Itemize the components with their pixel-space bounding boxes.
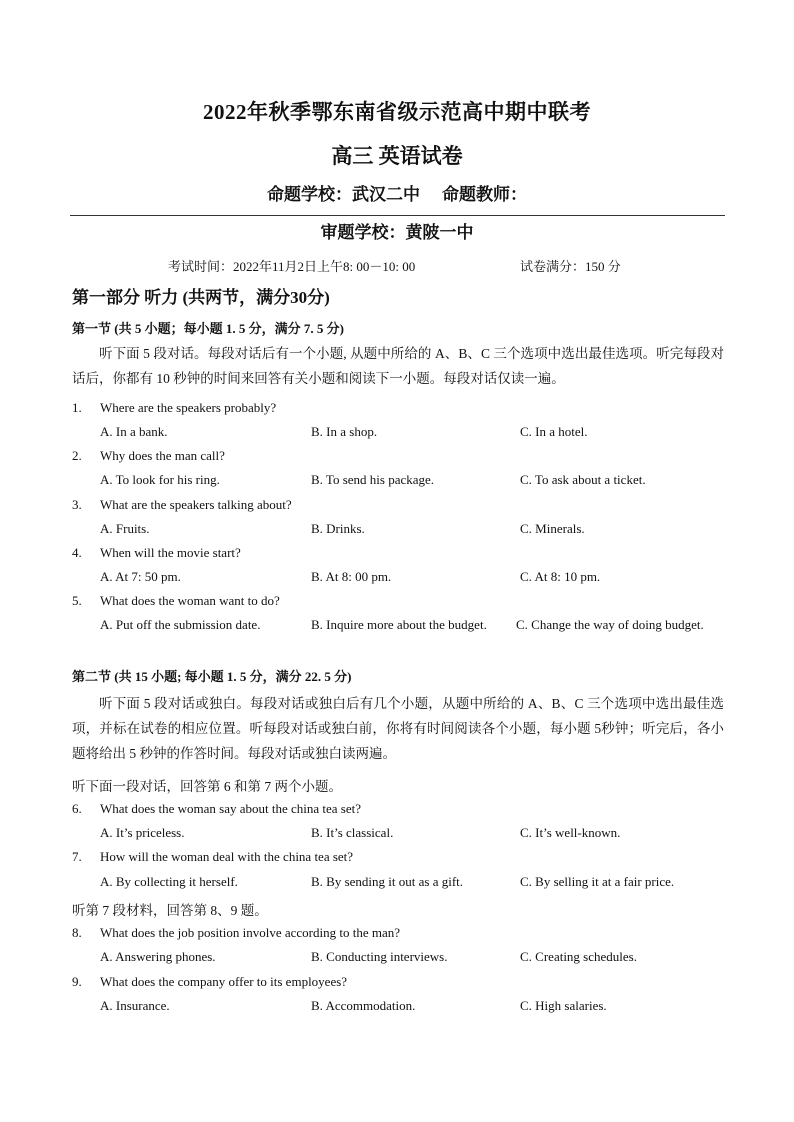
option-b: B. To send his package. — [311, 472, 435, 487]
option-c: C. By selling it at a fair price. — [520, 874, 675, 889]
option-c: C. Minerals. — [520, 521, 585, 536]
option-a: A. To look for his ring. — [100, 472, 220, 487]
exam-time: 考试时间：2022年11月2日上午8: 00－10: 00 — [168, 259, 416, 274]
question-number: 5. — [72, 593, 82, 608]
question-number: 6. — [72, 801, 82, 816]
option-b: B. By sending it out as a gift. — [311, 874, 464, 889]
question-number: 1. — [72, 400, 82, 415]
section1-instructions: 听下面 5 段对话。每段对话后有一个小题, 从题中所给的 A、B、C 三个选项中选出最佳选项。听完每段对话后，你都有 10 秒钟的时间来回答有关小题和阅读下一小题。每段对话仅读一遍。 — [72, 346, 724, 386]
question-stem: What does the woman say about the china tea set? — [100, 801, 361, 816]
header-divider — [70, 215, 725, 216]
question-number: 2. — [72, 448, 82, 463]
question-stem: What does the job position involve according to the man? — [100, 925, 401, 940]
option-a: A. Answering phones. — [100, 949, 216, 964]
option-b: B. Conducting interviews. — [311, 949, 448, 964]
option-c: C. Creating schedules. — [520, 949, 637, 964]
question-stem: Why does the man call? — [100, 448, 225, 463]
option-a: A. It’s priceless. — [100, 825, 185, 840]
option-b: B. Drinks. — [311, 521, 365, 536]
exam-title: 2022年秋季鄂东南省级示范高中期中联考 — [203, 100, 591, 124]
option-b: B. Inquire more about the budget. — [311, 617, 487, 632]
option-a: A. Insurance. — [100, 998, 170, 1013]
section1-title: 第一节 (共 5 小题；每小题 1. 5 分，满分 7. 5 分) — [72, 321, 344, 336]
section2-title: 第二节 (共 15 小题; 每小题 1. 5 分，满分 22. 5 分) — [72, 669, 352, 684]
option-a: A. By collecting it herself. — [100, 874, 238, 889]
question-stem: Where are the speakers probably? — [100, 400, 277, 415]
question-number: 7. — [72, 849, 82, 864]
question-number: 8. — [72, 925, 82, 940]
section2-instructions: 听下面 5 段对话或独白。每段对话或独白后有几个小题，从题中所给的 A、B、C 三个选项中选出最佳选项，并标在试卷的相应位置。听每段对话或独白前，你将有时间阅读各个小题，每小题 5秒钟；听完后，各小题将给出 5 秒钟的作答时间。每段对话或独白读两遍。 — [72, 696, 724, 761]
option-c: C. Change the way of doing budget. — [516, 617, 704, 632]
question-stem: When will the movie start? — [100, 545, 241, 560]
option-a: A. At 7: 50 pm. — [100, 569, 181, 584]
option-c: C. It’s well-known. — [520, 825, 621, 840]
reviewer-line: 审题学校：黄陂一中 — [320, 223, 474, 242]
part1-title: 第一部分 听力 (共两节，满分30分) — [72, 288, 330, 307]
option-c: C. In a hotel. — [520, 424, 588, 439]
author-teacher: 命题教师： — [442, 185, 527, 204]
question-stem: What does the woman want to do? — [100, 593, 280, 608]
question-number: 4. — [72, 545, 82, 560]
option-a: A. In a bank. — [100, 424, 168, 439]
question-stem: How will the woman deal with the china tea set? — [100, 849, 354, 864]
option-c: C. At 8: 10 pm. — [520, 569, 601, 584]
author-line — [0, 180, 794, 205]
question-number: 3. — [72, 497, 82, 512]
option-b: B. Accommodation. — [311, 998, 416, 1013]
author-school: 命题学校：武汉二中 — [267, 185, 420, 204]
option-a: A. Put off the submission date. — [100, 617, 261, 632]
option-c: C. To ask about a ticket. — [520, 472, 646, 487]
question-number: 9. — [72, 974, 82, 989]
option-b: B. It’s classical. — [311, 825, 394, 840]
dialogue-note-2: 听第 7 段材料，回答第 8、9 题。 — [72, 903, 268, 918]
option-b: B. In a shop. — [311, 424, 378, 439]
option-a: A. Fruits. — [100, 521, 150, 536]
option-c: C. High salaries. — [520, 998, 607, 1013]
dialogue-note-1: 听下面一段对话，回答第 6 和第 7 两个小题。 — [72, 779, 342, 794]
question-stem: What are the speakers talking about? — [100, 497, 292, 512]
question-stem: What does the company offer to its employees? — [100, 974, 348, 989]
option-b: B. At 8: 00 pm. — [311, 569, 392, 584]
full-score: 试卷满分：150 分 — [520, 259, 621, 274]
exam-subtitle: 高三 英语试卷 — [331, 144, 463, 168]
